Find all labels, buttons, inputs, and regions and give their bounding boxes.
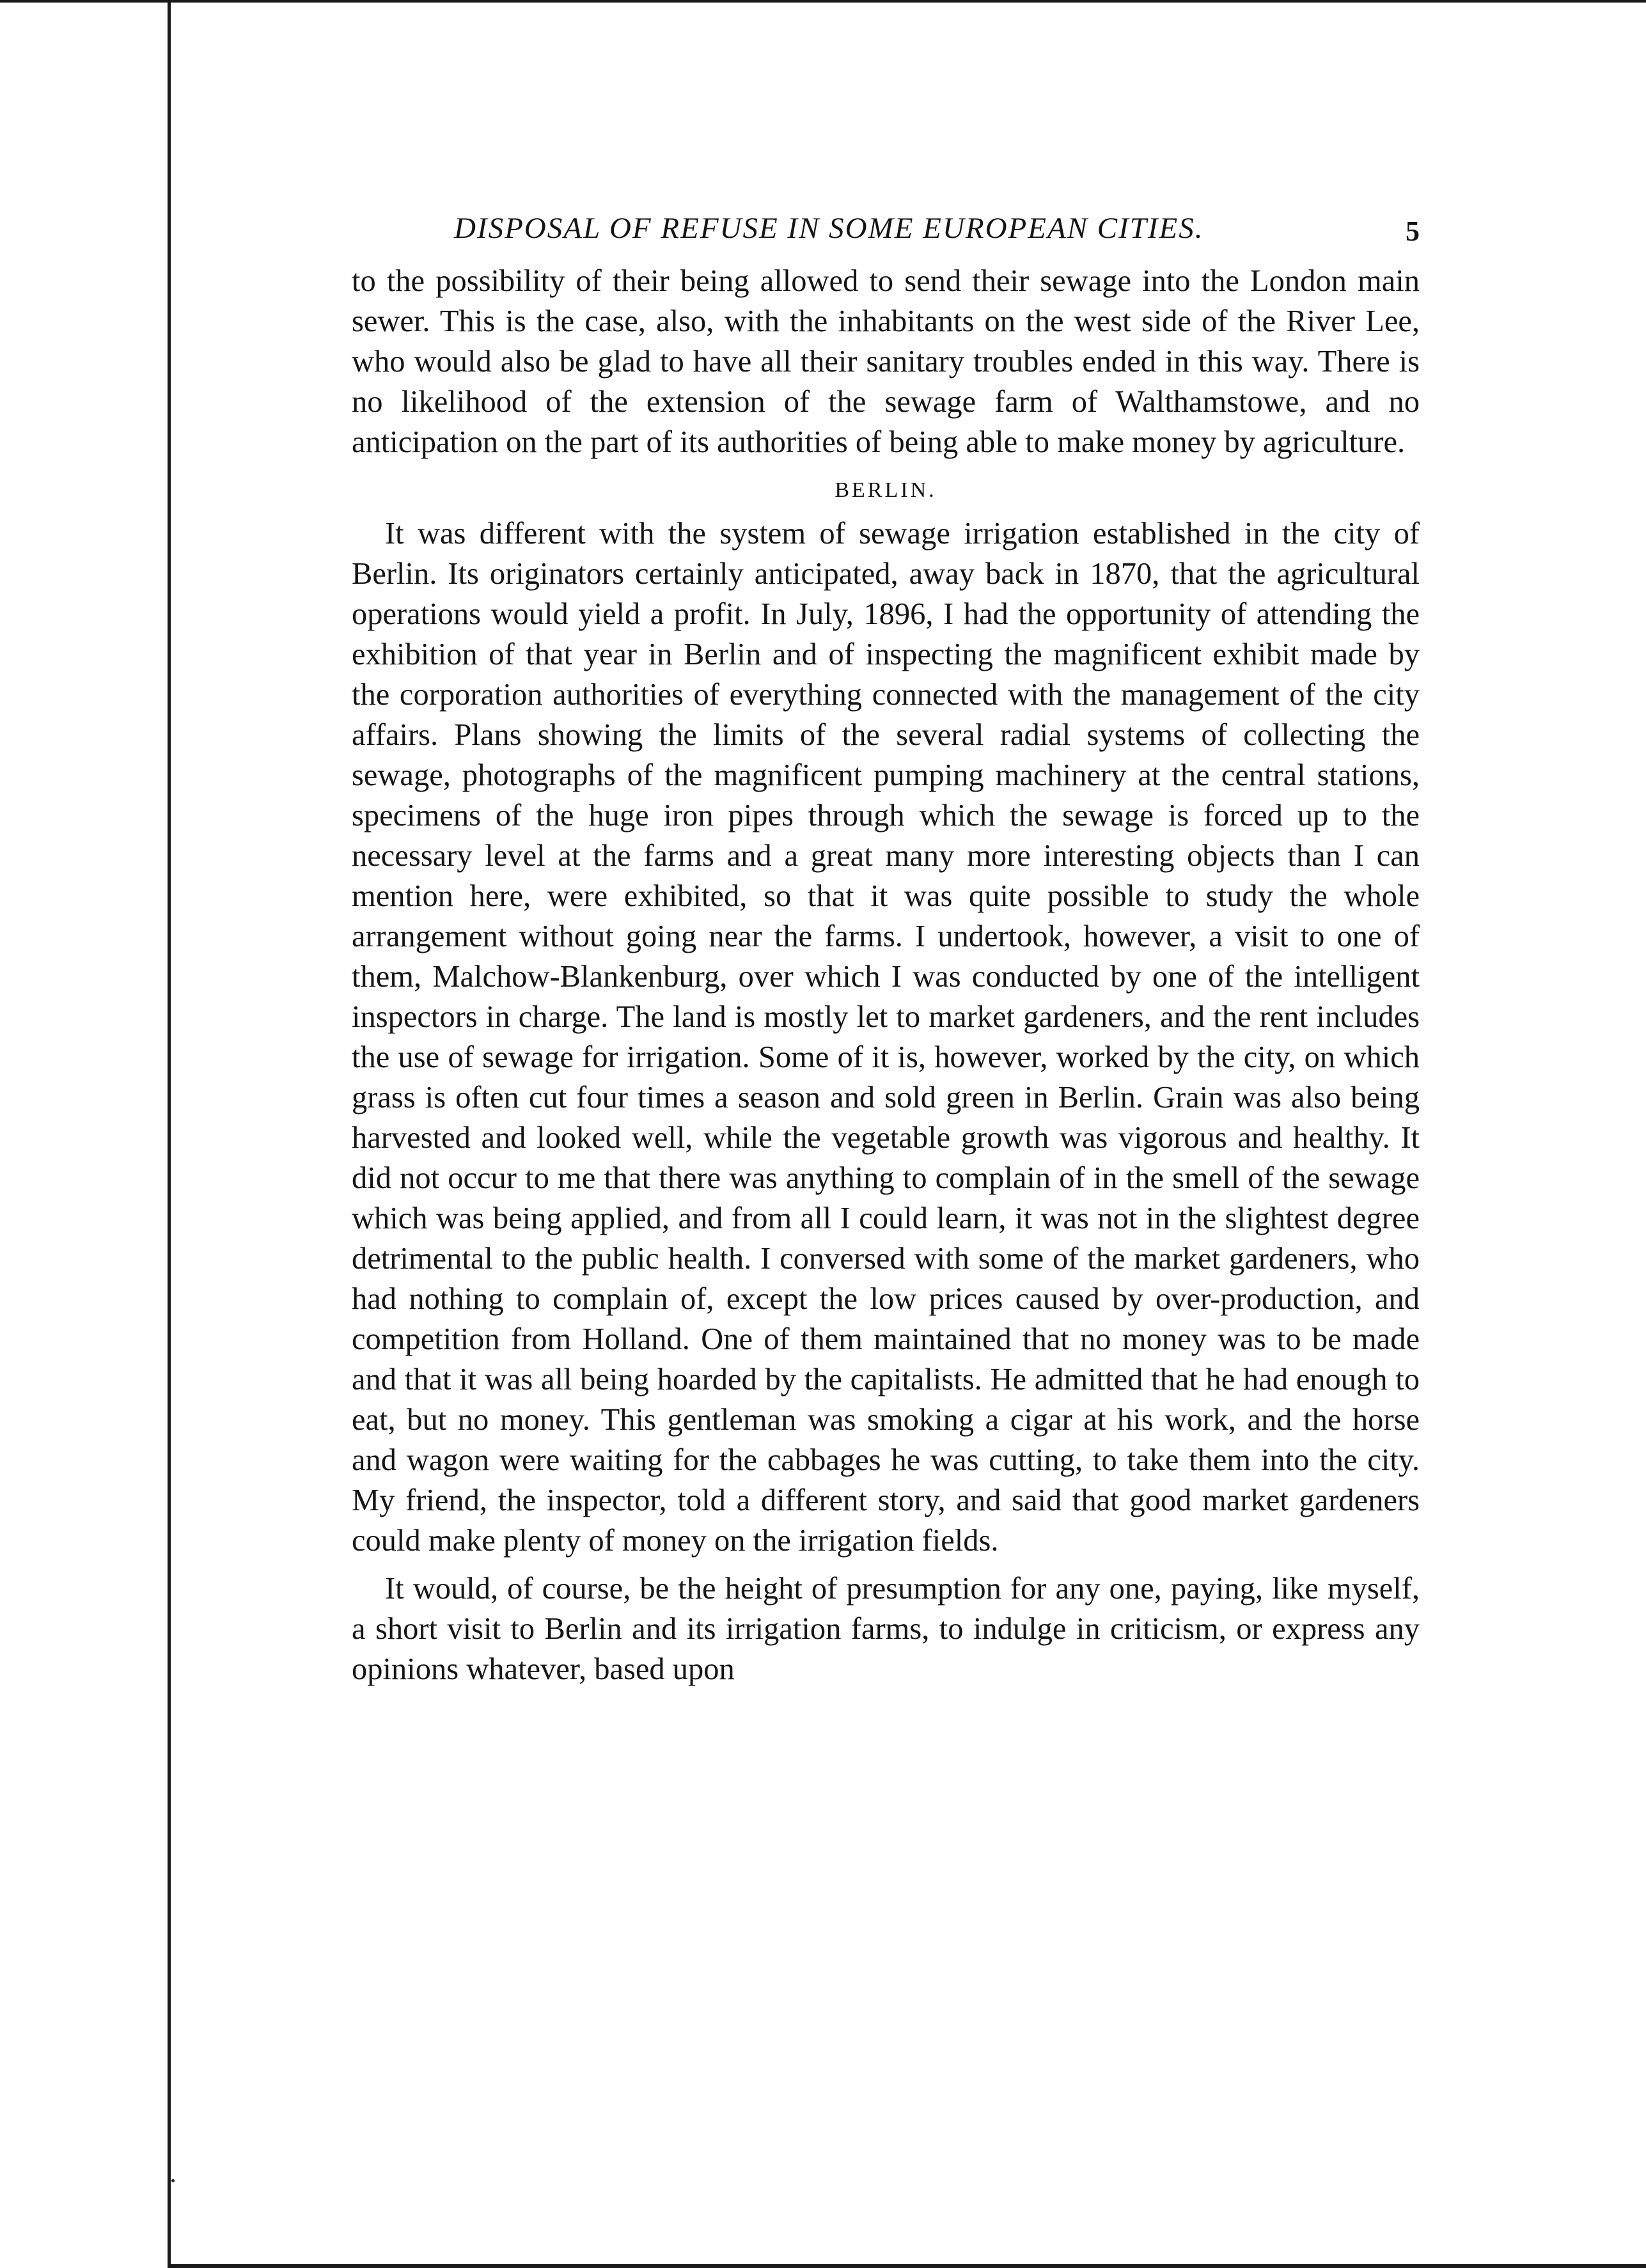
paragraph-berlin-1: It was different with the system of sewage irrigation established in the city of Berlin. Its originators certainly anticipated, away back in 1870, that the agricultural operations would yield a profit. In July, 1896, I had the opportunity of attending the exhibition of that year in Berlin and of inspecting the magnificent exhibit made by the corporation authorities of everything connected with the management of the city affairs. Plans showing the limits of the several radial systems of collecting the sewage, photographs of the magnificent pumping machinery at the central stations, specimens of the huge iron pipes through which the sewage is forced up to the necessary level at the farms and a great many more interesting objects than I can mention here, were exhibited, so that it was quite possible to study the whole arrangement without going near the farms. I undertook, however, a visit to one of them, Malchow-Blankenburg, over which I was conducted by one of the intelligent inspectors in charge. The land is mostly let to market gardeners, and the rent includes the use of sewage for irrigation. Some of it is, however, worked by the city, on which grass is often cut four times a season and sold green in Berlin. Grain was also being harvested and looked well, while the vegetable growth was vigorous and healthy. It did not occur to me that there was anything to complain of in the smell of the sewage which was being applied, and from all I could learn, it was not in the slightest degree detrimental to the public health. I conversed with some of the market gardeners, who had nothing to complain of, except the low prices caused by over-production, and competition from Holland. One of them maintained that no money was to be made and that it was all being hoarded by the capitalists. He admitted that he had enough to eat, but no money. This gentleman was smoking a cigar at his work, and the horse and wagon were waiting for the cabbages he was cutting, to take them into the city. My friend, the inspector, told a different story, and said that good market gardeners could make plenty of money on the irrigation fields.: [352, 517, 1420, 1558]
book-page: [352, 211, 1420, 1689]
scan-speck: [171, 2179, 175, 2182]
scan-border-bottom: [168, 2264, 1646, 2268]
running-head: [352, 211, 1420, 256]
running-head-title: DISPOSAL OF REFUSE IN SOME EUROPEAN CITIES.: [454, 212, 1204, 245]
section-heading: BERLIN.: [835, 478, 937, 502]
paragraph-continued: to the possibility of their being allowed to send their sewage into the London main sewer. This is the case, also, with the inhabitants on the west side of the River Lee, who would also be glad to have all their sanitary troubles ended in this way. There is no likelihood of the extension of the sewage farm of Walthamstowe, and no anticipation on the part of its authorities of being able to make money by agriculture.: [352, 264, 1420, 459]
page-number: 5: [1406, 215, 1420, 247]
scan-border-top: [0, 0, 1646, 3]
paragraph-berlin-2: It would, of course, be the height of presumption for any one, paying, like myself, a short visit to Berlin and its irrigation farms, to indulge in criticism, or express any opinions whatever, based upon: [352, 1572, 1420, 1686]
scan-border-left: [168, 0, 171, 2268]
